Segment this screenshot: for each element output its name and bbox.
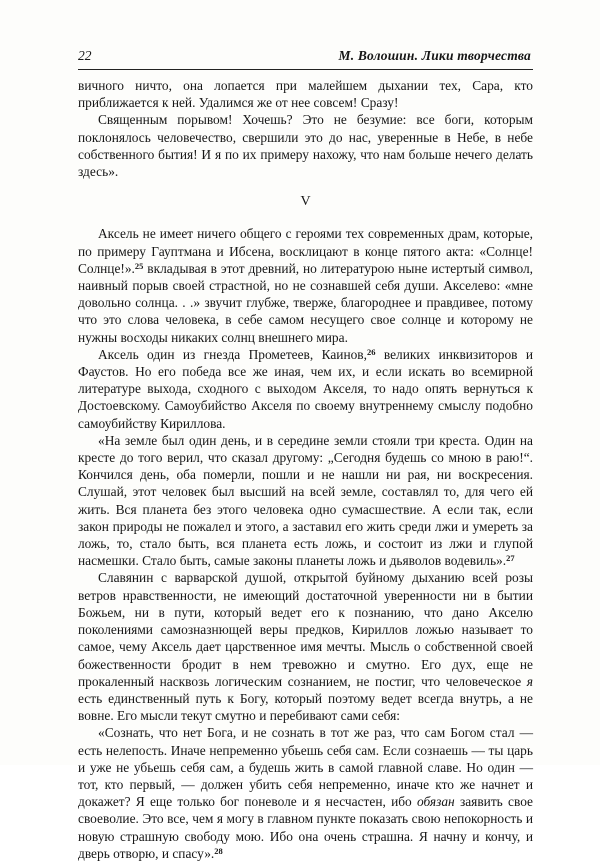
text-run: Аксель один из гнезда Прометеев, Каинов,: [98, 346, 367, 362]
paragraph-aksel: [78, 225, 533, 345]
italic-word: обязан: [416, 794, 455, 810]
paragraph-quote-three-crosses: [78, 432, 533, 570]
text-run: «Сознать, что нет Бога, и не сознать в тот же раз, что сам Богом стал — есть нелепость. Иначе непременно убьешь себя сам. Если сознаешь — ты царь и уже не убьешь себя сам, а будешь жить в самой главной славе. Но один — тот, кто первый, — должен убить себя непременно, иначе кто же начнет и докажет? Я еще только бог поневоле и я несчастен, ибо: [78, 725, 533, 810]
footnote-ref: 26: [366, 346, 376, 357]
text-run: Аксель не имеет ничего общего с героями тех современных драм, которые, по примеру Гауптмана и Ибсена, восклицают в конце пятого акта: «Солнце! Солнце!».: [78, 226, 533, 276]
text-run: «На земле был один день, и в середине земли стояли три креста. Один на кресте до того верил, что сказал другому: „Сегодня будешь со мною в раю!“. Кончился день, оба померли, пошли и не нашли ни рая, ни воскресения. Слушай, этот человек был высший на всей земле, составлял то, для чего ей жить. Вся планета без этого человека одно сумасшествие. А если так, если закон природы не пожалел и этого, а заставил его жить среди лжи и умереть за ложь, то, стало быть, вся планета есть ложь, и состоит из лжи и глупой насмешки. Стало быть, самые законы планеты ложь и дьяволов водевиль».: [78, 432, 533, 569]
page-header: [78, 44, 533, 66]
footnote-ref: 28: [214, 845, 223, 856]
paragraph-continuation: вичного ничто, она лопается при малейшем дыхании тех, Сара, кто приближается к ней. Удалимся же от нее совсем! Сразу!: [78, 78, 533, 111]
text-run: есть единственный путь к Богу, который поэтому ведет всегда внутрь, а не вовне. Его мысли текут смутно и перебивают сами себя:: [78, 690, 533, 724]
header-rule: [78, 69, 533, 70]
italic-word: я: [526, 673, 533, 689]
paragraph-slavyanin: [78, 569, 533, 724]
section-number: V: [300, 194, 311, 210]
text-run: заявить свое своеволие. Это все, чем я могу в главном пункте показать свою непокорность и новую страшную свободу мою. Ибо она очень страшна. Я начну и кончу, и дверь отворю, и спасу».: [78, 794, 533, 861]
text-run: Славянин с варварской душой, открытой буйному дыханию всей розы ветров нравственности, не имеющий достаточной уверенности ни в бытии Божьем, ни в пути, который ведет его к познанию, что дано Акселю поколениями самозназнющей веры предков, Кириллов ложью называет то самое, чему Аксель дает царственное имя мечты. Мысль о собственной своей божественности бродит в нем тревожно и смутно. Его дух, еще не прокаленный насквозь логическим сознанием, не постиг, что человеческое: [78, 570, 533, 689]
paragraph-sacred-impulse: Священным порывом! Хочешь? Это не безумие: все боги, которым поклонялось человечество, свершили это до нас, уверенные в Небе, в небе собственного бытия! И я по их примеру нахожу, что нам больше нечего делать здесь».: [78, 112, 533, 180]
paragraph-quote-no-god: [78, 724, 533, 862]
footnote-ref: 25: [134, 260, 144, 271]
footnote-ref: 27: [506, 553, 515, 564]
text-run: вкладывая в этот древний, но литературою ныне истертый символ, наивный порыв своей страстной, но не сознавшей себя души. Акселево: «мне довольно солнца. . .» звучит глубже, тверже, благороднее и правдивее, потому что это слова человека, в себе самом несущего свое солнце и которому не нужны восходы никаких солнц внешнего мира.: [78, 260, 533, 345]
running-head: М. Волошин. Лики творчества: [338, 48, 531, 63]
paragraph-prometheus: [78, 346, 533, 432]
page-number: 22: [78, 48, 92, 63]
text-run: великих инквизиторов и Фаустов. Но его победа все же иная, чем их, и если искать во всемирной литературе выхода, сходного с выходом Акселя, то надо опять вернуться к Достоевскому. Самоубийство Акселя по своему внутреннему смыслу подобно самоубийству Кириллова.: [78, 346, 533, 431]
page-body: [78, 77, 533, 862]
